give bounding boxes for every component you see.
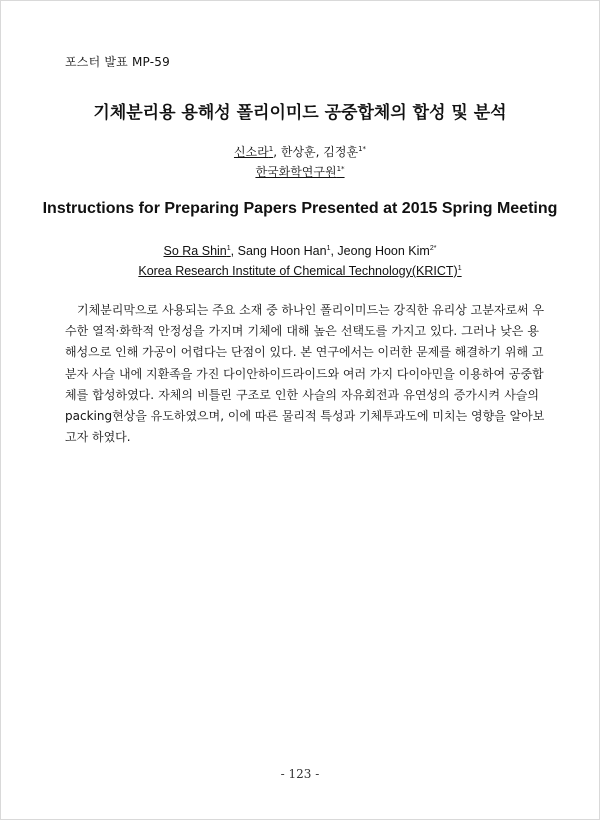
author-1-name-en: So Ra Shin$^1$ xyxy=(163,244,231,258)
abstract-line: 분자 사슬 내에 지환족을 가진 다이안하이드라이드와 여러 가지 다이아민을 이용하여 공중합 xyxy=(65,366,544,381)
abstract-line: packing현상을 유도하였으며, 이에 따른 물리적 특성과 기체투과도에 미치는 영향을 알아보 xyxy=(65,409,545,424)
page-number: - 123 - xyxy=(280,767,320,781)
abstract-line: 해성으로 인해 가공이 어렵다는 단점이 있다. 본 연구에서는 이러한 문제를 해결하기 위해 고 xyxy=(65,345,544,360)
authors-english: So Ra Shin$^1$, Sang Hoon Han$^1$, Jeong Hoon Kim$^{2*}$ xyxy=(163,244,437,258)
session-label: 포스터 발표 MP-59 xyxy=(65,55,170,69)
author-3-name: 김정훈$^{1*}$ xyxy=(323,145,367,159)
abstract-body xyxy=(65,300,545,448)
affiliation-english: Korea Research Institute of Chemical Technology(KRICT)$^1$ xyxy=(138,264,462,278)
title-korean: 기체분리용 용해성 폴리이미드 공중합체의 합성 및 분석 xyxy=(93,103,507,123)
abstract-line: 수한 열적·화학적 안정성을 가지며 기체에 대해 높은 선택도를 가지고 있다. 그러나 낮은 용 xyxy=(65,324,539,339)
abstract-line: 체를 합성하였다. 자체의 비틀린 구조로 인한 사슬의 자유회전과 유연성의 증가시켜 사슬의 xyxy=(65,387,539,402)
abstract-line: 기체분리막으로 사용되는 주요 소재 중 하나인 폴리이미드는 강직한 유리상 고분자로써 우 xyxy=(77,303,545,317)
affiliation-korean: 한국화학연구원$^{1*}$ xyxy=(255,165,345,179)
authors-korean: 신소라$^1$, 한상훈, 김정훈$^{1*}$ xyxy=(233,145,367,159)
author-1-name: 신소라$^1$ xyxy=(233,145,274,159)
author-3-name-en: Jeong Hoon Kim$^{2*}$ xyxy=(337,244,437,258)
author-2-name: 한상훈 xyxy=(280,145,316,159)
abstract-line: 고자 하였다. xyxy=(65,430,131,445)
title-english: Instructions for Preparing Papers Presented at 2015 Spring Meeting xyxy=(42,200,558,217)
author-2-name-en: Sang Hoon Han$^1$ xyxy=(237,244,331,258)
